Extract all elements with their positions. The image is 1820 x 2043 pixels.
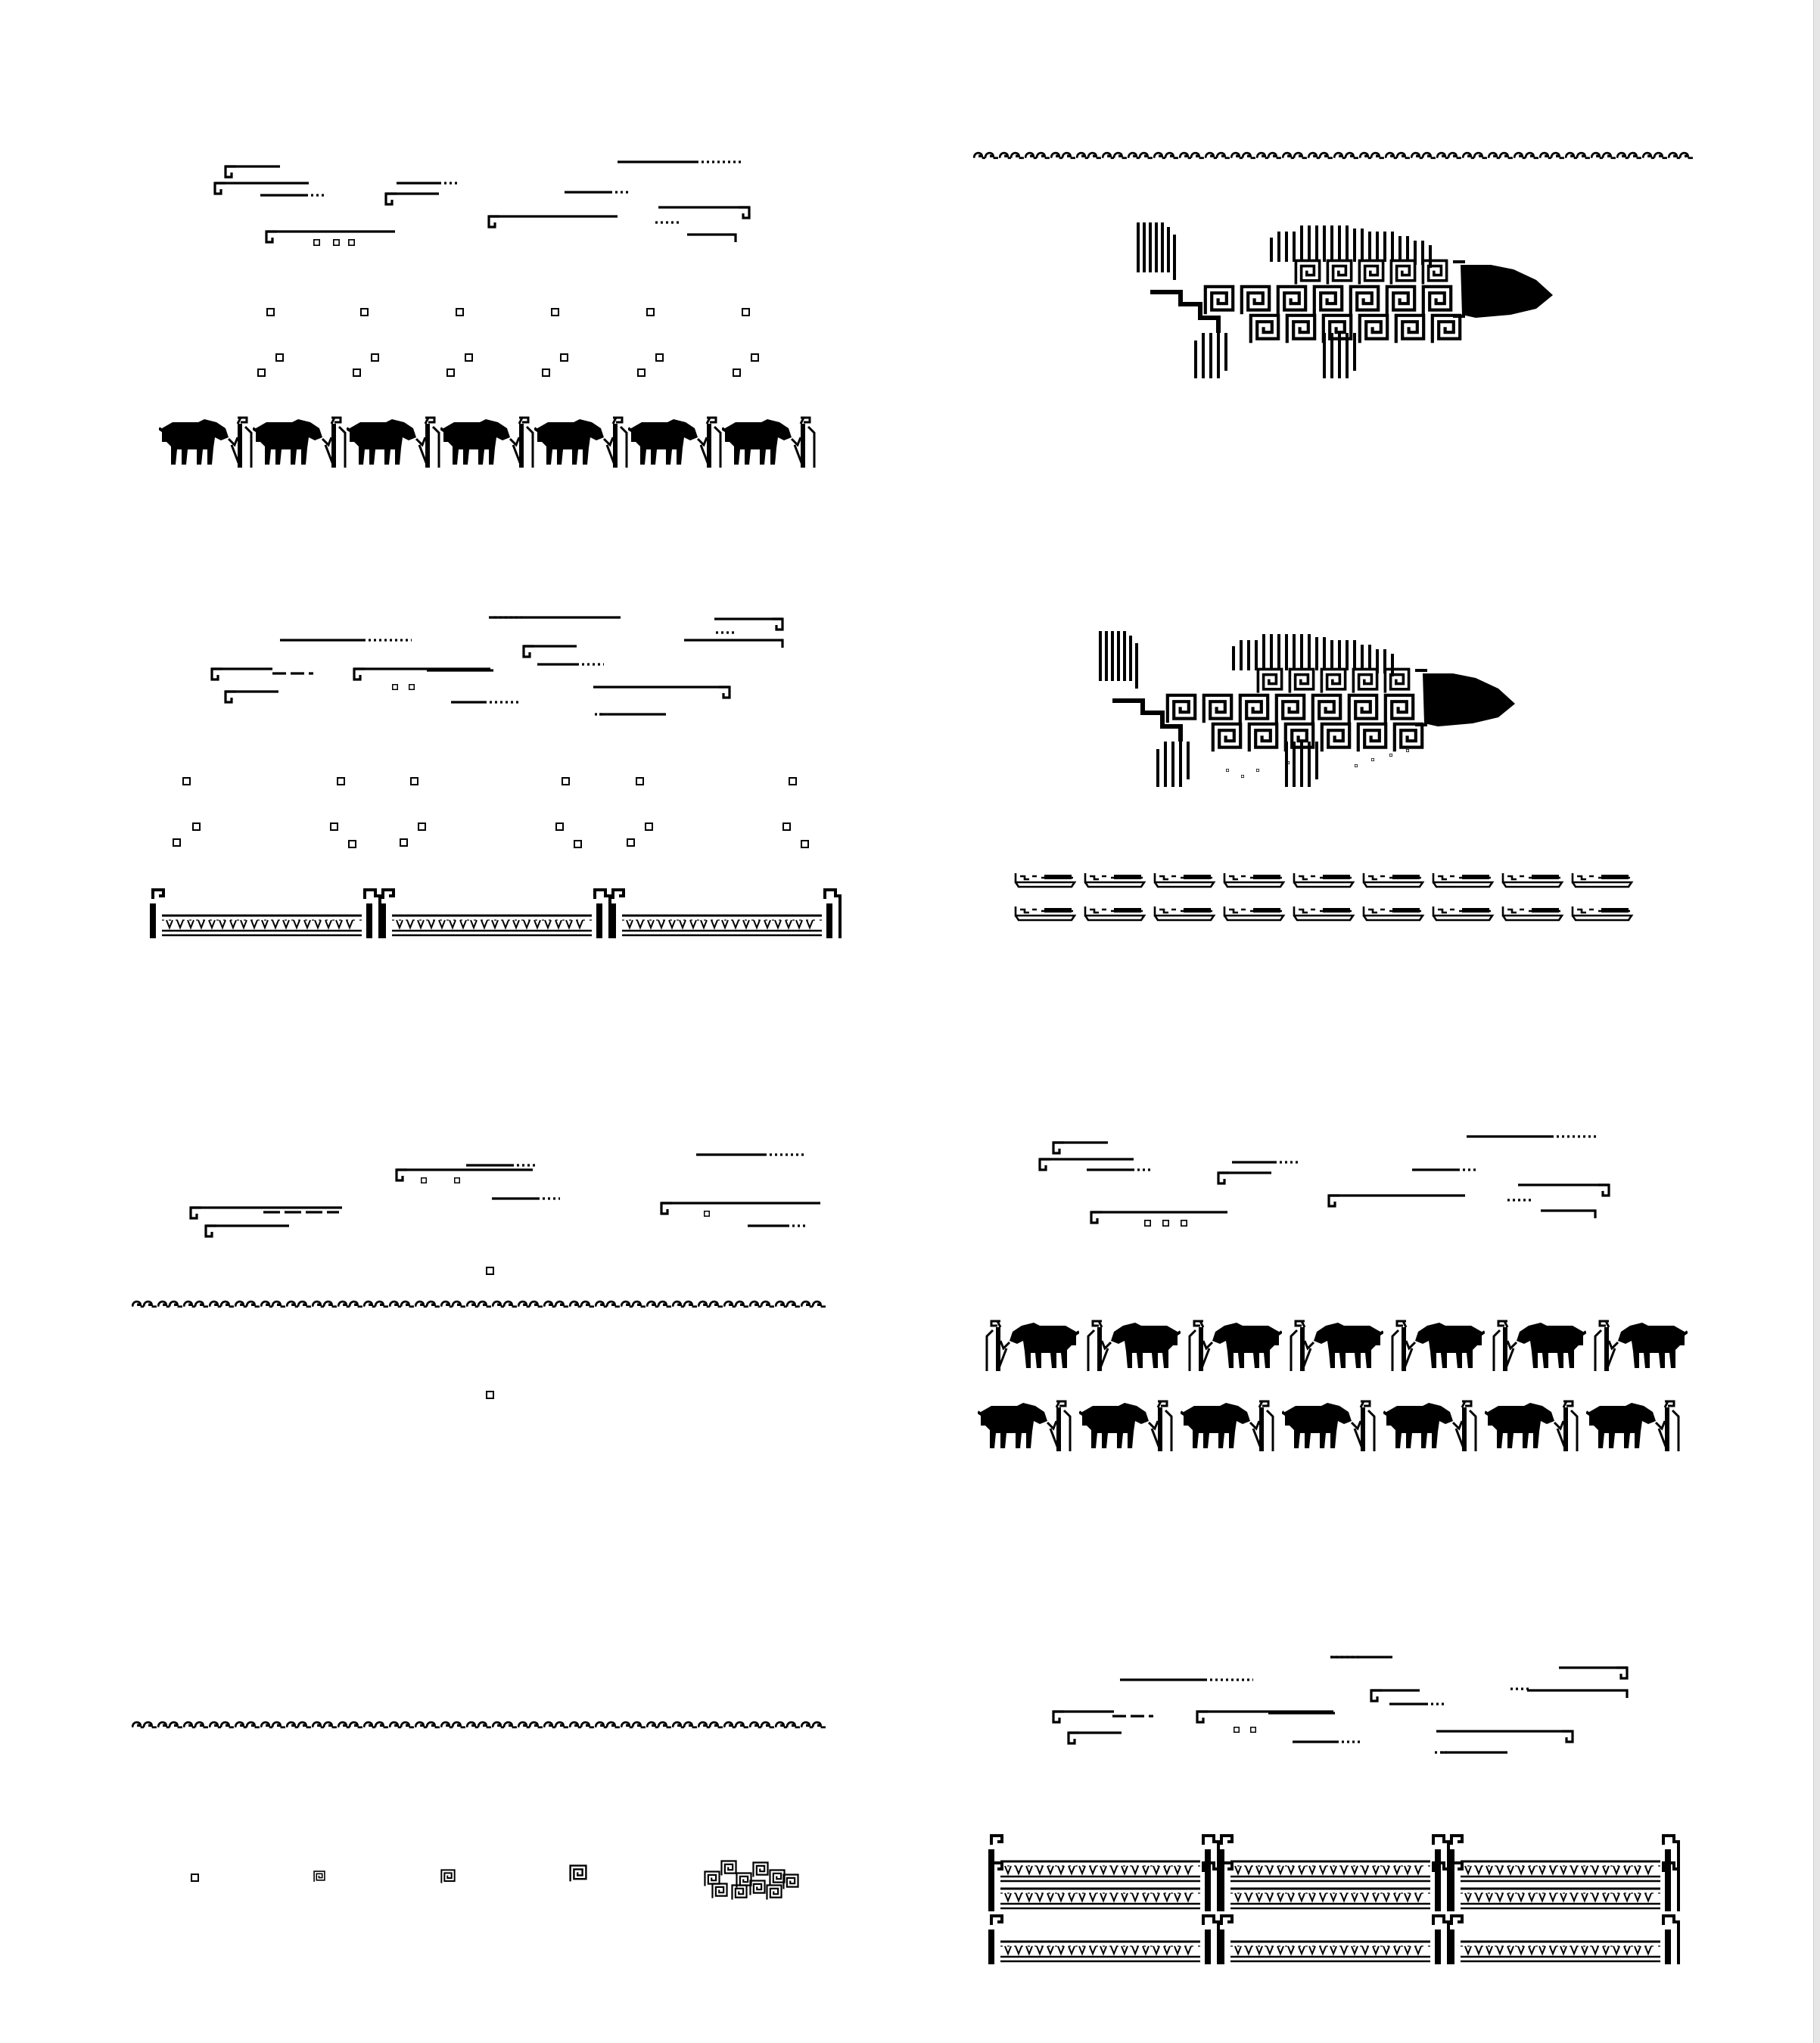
wave-unit xyxy=(596,1301,620,1307)
panel-clouds-drop-wave xyxy=(132,1155,826,1398)
wave-unit xyxy=(158,1301,182,1307)
wave-unit xyxy=(1308,153,1333,158)
wave-unit xyxy=(1643,153,1667,158)
raindrop-icon xyxy=(456,309,463,316)
boat-icon xyxy=(1503,873,1562,887)
spiral-growth-icon xyxy=(783,1874,798,1889)
boat-icon xyxy=(1224,906,1283,920)
wave-unit xyxy=(544,1301,568,1307)
boat-icon xyxy=(1016,873,1075,887)
wave-unit xyxy=(621,1722,646,1727)
ox-and-herder-icon xyxy=(978,1401,1070,1451)
cloud-hook xyxy=(226,692,236,702)
boat-icon xyxy=(1573,906,1632,920)
raindrop-icon xyxy=(783,823,790,830)
wave-unit xyxy=(724,1722,748,1727)
field-enclosure-icon xyxy=(988,1836,1218,1884)
cloud-hook xyxy=(1053,1712,1064,1722)
raindrop-icon xyxy=(465,354,472,361)
speckle xyxy=(1355,764,1357,767)
wave-unit xyxy=(287,1722,311,1727)
wave-unit xyxy=(647,1722,671,1727)
raindrop-icon xyxy=(627,839,634,846)
raindrop-group xyxy=(258,309,758,376)
ox-and-herder-icon xyxy=(1494,1321,1586,1371)
cloud-scroll-icon xyxy=(226,166,280,177)
wave-unit xyxy=(132,1301,157,1307)
wave-unit xyxy=(673,1301,697,1307)
spiral-growth-icon xyxy=(441,1870,454,1883)
wave-unit xyxy=(1514,153,1538,158)
cloud-scroll-icon xyxy=(1069,1733,1122,1743)
field-row xyxy=(150,890,840,938)
wave-unit xyxy=(698,1722,723,1727)
wave-unit xyxy=(1283,153,1307,158)
ox-and-herder-icon xyxy=(1282,1401,1374,1451)
cloud-hook xyxy=(739,207,749,218)
raindrop-icon xyxy=(1163,1221,1169,1227)
speckle xyxy=(1241,775,1243,777)
wave-unit xyxy=(750,1301,774,1307)
wave-unit xyxy=(390,1301,414,1307)
field-enclosure-icon xyxy=(1218,1863,1448,1911)
raindrop-icon xyxy=(636,778,643,785)
ox-and-herder-icon xyxy=(534,418,627,468)
boat-icon xyxy=(1364,906,1423,920)
ox-herd-row xyxy=(159,418,814,468)
panel-fish-boats xyxy=(1016,631,1632,920)
wave-unit xyxy=(1077,153,1101,158)
raindrop-icon xyxy=(349,240,355,246)
wave-unit xyxy=(235,1722,260,1727)
wave-unit xyxy=(570,1722,594,1727)
boat-rows xyxy=(1016,873,1632,920)
boat-icon xyxy=(1573,873,1632,887)
raindrop-icon xyxy=(372,354,378,361)
wave-unit xyxy=(621,1301,646,1307)
wave-unit xyxy=(750,1722,774,1727)
raindrop-icon xyxy=(353,369,360,376)
raindrop-icon xyxy=(455,1178,460,1183)
raindrop-icon xyxy=(400,839,407,846)
raindrop-icon xyxy=(487,1267,493,1274)
cloud-hook xyxy=(1598,1185,1609,1196)
raindrop-icon xyxy=(411,778,418,785)
field-double-rows xyxy=(988,1836,1678,1964)
ox-and-herder-icon xyxy=(628,418,720,468)
cloud-scroll-icon xyxy=(714,619,782,630)
cloud-hook xyxy=(1616,1668,1627,1678)
fish-icon xyxy=(1100,631,1515,787)
wave-unit xyxy=(338,1301,362,1307)
wave-unit xyxy=(158,1722,182,1727)
raindrop-icon xyxy=(393,685,398,690)
wave-unit xyxy=(313,1722,337,1727)
cloud-line xyxy=(1527,1690,1627,1698)
speckle xyxy=(1406,749,1408,751)
wave-unit xyxy=(1411,153,1436,158)
wave-unit xyxy=(415,1722,440,1727)
cloud-hook xyxy=(206,1226,216,1236)
wave-unit xyxy=(184,1301,208,1307)
wave-unit xyxy=(1334,153,1358,158)
raindrop-icon xyxy=(705,1211,710,1217)
boat-icon xyxy=(1433,906,1492,920)
cloud-scroll-icon xyxy=(524,646,577,657)
wave-unit xyxy=(974,153,998,158)
raindrop-icon xyxy=(361,309,368,316)
field-enclosure-icon xyxy=(380,890,610,938)
field-enclosure-icon xyxy=(1448,1836,1678,1884)
cloud-hook xyxy=(719,687,730,698)
raindrop-icon xyxy=(409,685,415,690)
cloud-hook xyxy=(354,669,365,679)
cloud-line xyxy=(1541,1211,1595,1218)
raindrop-icon xyxy=(638,369,645,376)
raindrop-icon xyxy=(193,823,200,830)
wave-unit xyxy=(338,1722,362,1727)
ox-and-herder-icon xyxy=(347,418,439,468)
raindrop-icon xyxy=(552,309,558,316)
cloud-scroll-icon xyxy=(226,692,278,702)
raindrop-icon xyxy=(349,841,356,847)
cloud-scroll-icon xyxy=(1559,1668,1627,1678)
panel-clouds-rain-oxen xyxy=(159,162,814,468)
wave-unit xyxy=(467,1722,491,1727)
fish-icon xyxy=(1138,222,1553,378)
cloud-scroll-icon xyxy=(661,1203,820,1214)
speckle xyxy=(1389,754,1392,756)
cloud-hook xyxy=(1040,1159,1050,1170)
cloud-scroll-icon xyxy=(215,183,309,194)
spiral-growth-icon xyxy=(571,1866,586,1882)
raindrop-icon xyxy=(334,240,340,246)
panel-wave-growing-spiral xyxy=(132,1722,826,1899)
wave-unit xyxy=(390,1722,414,1727)
spiral-growth-row xyxy=(191,1861,798,1899)
spiral-growth-icon xyxy=(732,1885,746,1899)
boat-icon xyxy=(1085,873,1144,887)
cloud-scroll-icon xyxy=(1053,1143,1108,1153)
field-enclosure-icon xyxy=(1218,1836,1448,1884)
cloud-hook xyxy=(226,166,236,177)
ox-and-herder-icon xyxy=(1586,1401,1678,1451)
cloud-hook xyxy=(1218,1173,1229,1183)
cloud-hook xyxy=(661,1203,672,1214)
raindrop-icon xyxy=(801,841,808,847)
ox-and-herder-icon xyxy=(1392,1321,1485,1371)
wave-unit xyxy=(235,1301,260,1307)
wave-unit xyxy=(673,1722,697,1727)
spiral-growth-icon xyxy=(712,1883,726,1898)
raindrop-icon xyxy=(173,839,180,846)
ox-and-herder-icon xyxy=(253,418,345,468)
wave-unit xyxy=(210,1301,234,1307)
ox-and-herder-icon xyxy=(1291,1321,1383,1371)
boat-icon xyxy=(1016,906,1075,920)
wave-unit xyxy=(544,1722,568,1727)
boat-icon xyxy=(1433,873,1492,887)
raindrop-icon xyxy=(1234,1727,1240,1733)
wave-unit xyxy=(518,1722,543,1727)
cloud-scroll-icon xyxy=(1218,1173,1271,1183)
panel-clouds-double-fields xyxy=(988,1657,1678,1964)
cloud-scroll-icon xyxy=(1053,1712,1114,1722)
cloud-scroll-icon xyxy=(1436,1731,1573,1742)
cloud-scroll-icon xyxy=(1040,1159,1134,1170)
speckle xyxy=(1226,769,1228,771)
cloud-line xyxy=(687,235,736,242)
raindrop-icon xyxy=(543,369,549,376)
cloud-hook xyxy=(266,232,277,242)
boat-icon xyxy=(1155,873,1214,887)
cloud-line xyxy=(684,640,782,648)
cloud-scroll-icon xyxy=(206,1226,289,1236)
ox-and-herder-icon xyxy=(1079,1401,1171,1451)
cloud-scroll-icon xyxy=(658,207,749,218)
cloud-scroll-icon xyxy=(1091,1212,1227,1223)
wave-border-icon xyxy=(132,1301,826,1307)
wave-border-icon xyxy=(974,153,1693,158)
raindrop-icon xyxy=(314,240,320,246)
raindrop-icon xyxy=(561,354,568,361)
cloud-scroll-icon xyxy=(1329,1196,1465,1206)
cloud-hook xyxy=(191,1208,201,1218)
scrollbar[interactable] xyxy=(1813,0,1820,2043)
wave-unit xyxy=(1206,153,1230,158)
wave-unit xyxy=(1025,153,1050,158)
raindrop-icon xyxy=(418,823,425,830)
ox-and-herder-icon xyxy=(1383,1401,1476,1451)
field-enclosure-icon xyxy=(610,890,840,938)
raindrop-icon xyxy=(751,354,758,361)
wave-unit xyxy=(1180,153,1204,158)
wave-unit xyxy=(1489,153,1513,158)
wave-unit xyxy=(261,1301,285,1307)
wave-unit xyxy=(1128,153,1153,158)
wave-unit xyxy=(1386,153,1410,158)
wave-unit xyxy=(1051,153,1075,158)
spiral-cluster-icon xyxy=(705,1861,798,1899)
wave-unit xyxy=(647,1301,671,1307)
spiral-growth-icon xyxy=(750,1880,764,1895)
cloud-hook xyxy=(1091,1212,1102,1223)
boat-icon xyxy=(1294,906,1353,920)
wave-unit xyxy=(132,1722,157,1727)
ox-and-herder-icon xyxy=(1181,1401,1273,1451)
wave-unit xyxy=(313,1301,337,1307)
boat-icon xyxy=(1224,873,1283,887)
wave-unit xyxy=(210,1722,234,1727)
wave-unit xyxy=(1617,153,1641,158)
cloud-hook xyxy=(1053,1143,1064,1153)
wave-unit xyxy=(1231,153,1255,158)
wave-unit xyxy=(1257,153,1281,158)
wave-unit xyxy=(467,1301,491,1307)
raindrop-icon xyxy=(733,369,740,376)
spiral-growth-icon xyxy=(770,1870,784,1884)
cloud-scroll-icon xyxy=(397,1170,533,1180)
wave-unit xyxy=(441,1722,465,1727)
cloud-hook xyxy=(1562,1731,1573,1742)
wave-unit xyxy=(776,1722,800,1727)
wave-unit xyxy=(1540,153,1564,158)
raindrop-icon xyxy=(574,841,581,847)
wave-unit xyxy=(801,1301,826,1307)
boat-icon xyxy=(1503,906,1562,920)
raindrop-icon xyxy=(556,823,563,830)
wave-unit xyxy=(698,1301,723,1307)
wave-unit xyxy=(415,1301,440,1307)
cloud-scroll-icon xyxy=(1371,1690,1420,1701)
raindrop-icon xyxy=(258,369,265,376)
wave-unit xyxy=(261,1722,285,1727)
field-enclosure-icon xyxy=(1448,1863,1678,1911)
ox-and-herder-icon xyxy=(1595,1321,1688,1371)
cloud-hook xyxy=(489,216,499,227)
raindrop-icon xyxy=(647,309,654,316)
cloud-hook xyxy=(212,669,222,679)
cloud-hook xyxy=(772,619,782,630)
cloud-hook xyxy=(1371,1690,1382,1701)
speckle xyxy=(1371,758,1374,760)
panel-clouds-two-herds xyxy=(978,1137,1688,1451)
herd-row-bottom xyxy=(978,1401,1678,1451)
cloud-scroll-icon xyxy=(386,194,439,204)
cloud-scroll-icon xyxy=(212,669,272,679)
field-enclosure-icon xyxy=(1448,1916,1678,1964)
wave-unit xyxy=(364,1722,388,1727)
spiral-growth-icon xyxy=(721,1861,736,1875)
wave-unit xyxy=(184,1722,208,1727)
ox-and-herder-icon xyxy=(440,418,533,468)
ox-and-herder-icon xyxy=(1485,1401,1577,1451)
field-enclosure-icon xyxy=(150,890,380,938)
panel-wave-fish xyxy=(974,153,1693,378)
raindrop-icon xyxy=(789,778,796,785)
wave-unit xyxy=(724,1301,748,1307)
field-enclosure-icon xyxy=(988,1916,1218,1964)
wave-unit xyxy=(1360,153,1384,158)
spiral-growth-icon xyxy=(767,1885,781,1899)
wave-unit xyxy=(1103,153,1127,158)
ox-and-herder-icon xyxy=(987,1321,1079,1371)
raindrop-icon xyxy=(656,354,663,361)
raindrop-icon xyxy=(1251,1727,1256,1733)
boat-icon xyxy=(1085,906,1144,920)
cloud-hook xyxy=(1069,1733,1079,1743)
raindrop-icon xyxy=(1145,1221,1151,1227)
spiral-growth-icon xyxy=(753,1862,767,1877)
raindrop-icon xyxy=(276,354,283,361)
cloud-hook xyxy=(1197,1712,1208,1722)
cloud-hook xyxy=(397,1170,407,1180)
wave-unit xyxy=(1000,153,1024,158)
cloud-hook xyxy=(215,183,226,194)
wave-unit xyxy=(801,1722,826,1727)
wave-unit xyxy=(364,1301,388,1307)
raindrop-icon xyxy=(487,1392,493,1398)
cloud-scroll-icon xyxy=(593,687,730,698)
raindrop-icon xyxy=(742,309,749,316)
cloud-hook xyxy=(524,646,534,657)
wave-unit xyxy=(1591,153,1616,158)
ox-and-herder-icon xyxy=(1088,1321,1181,1371)
raindrop-icon xyxy=(422,1178,427,1183)
spiral-growth-icon xyxy=(314,1871,325,1882)
raindrop-icon xyxy=(338,778,344,785)
cloud-scroll-icon xyxy=(1518,1185,1609,1196)
speckle xyxy=(1256,769,1258,771)
wave-border-icon xyxy=(132,1722,826,1727)
wave-unit xyxy=(287,1301,311,1307)
wave-unit xyxy=(570,1301,594,1307)
wave-unit xyxy=(1463,153,1487,158)
raindrop-icon xyxy=(331,823,338,830)
ox-and-herder-icon xyxy=(722,418,814,468)
raindrop-group xyxy=(173,778,808,847)
cloud-scroll-icon xyxy=(266,232,395,242)
field-enclosure-icon xyxy=(1218,1916,1448,1964)
raindrop-icon xyxy=(267,309,274,316)
boat-icon xyxy=(1294,873,1353,887)
cloud-hook xyxy=(1329,1196,1339,1206)
raindrop-icon xyxy=(183,778,190,785)
field-enclosure-icon xyxy=(988,1863,1218,1911)
wave-unit xyxy=(596,1722,620,1727)
cloud-scroll-icon xyxy=(489,216,618,227)
wave-unit xyxy=(493,1722,517,1727)
wave-unit xyxy=(493,1301,517,1307)
wave-unit xyxy=(518,1301,543,1307)
panel-clouds-rain-fields xyxy=(150,617,840,938)
wave-unit xyxy=(776,1301,800,1307)
raindrop-icon xyxy=(646,823,652,830)
wave-unit xyxy=(1566,153,1590,158)
wave-unit xyxy=(1154,153,1178,158)
raindrop-icon xyxy=(191,1874,198,1881)
wave-unit xyxy=(1669,153,1693,158)
raindrop-icon xyxy=(447,369,454,376)
raindrop-icon xyxy=(1181,1221,1187,1227)
raindrop-icon xyxy=(562,778,569,785)
raindrop-group xyxy=(487,1267,493,1398)
boat-icon xyxy=(1155,906,1214,920)
ox-and-herder-icon xyxy=(1190,1321,1282,1371)
wave-unit xyxy=(441,1301,465,1307)
herd-row-top xyxy=(987,1321,1688,1371)
boat-icon xyxy=(1364,873,1423,887)
ox-and-herder-icon xyxy=(159,418,251,468)
wave-unit xyxy=(1437,153,1461,158)
cloud-hook xyxy=(386,194,397,204)
